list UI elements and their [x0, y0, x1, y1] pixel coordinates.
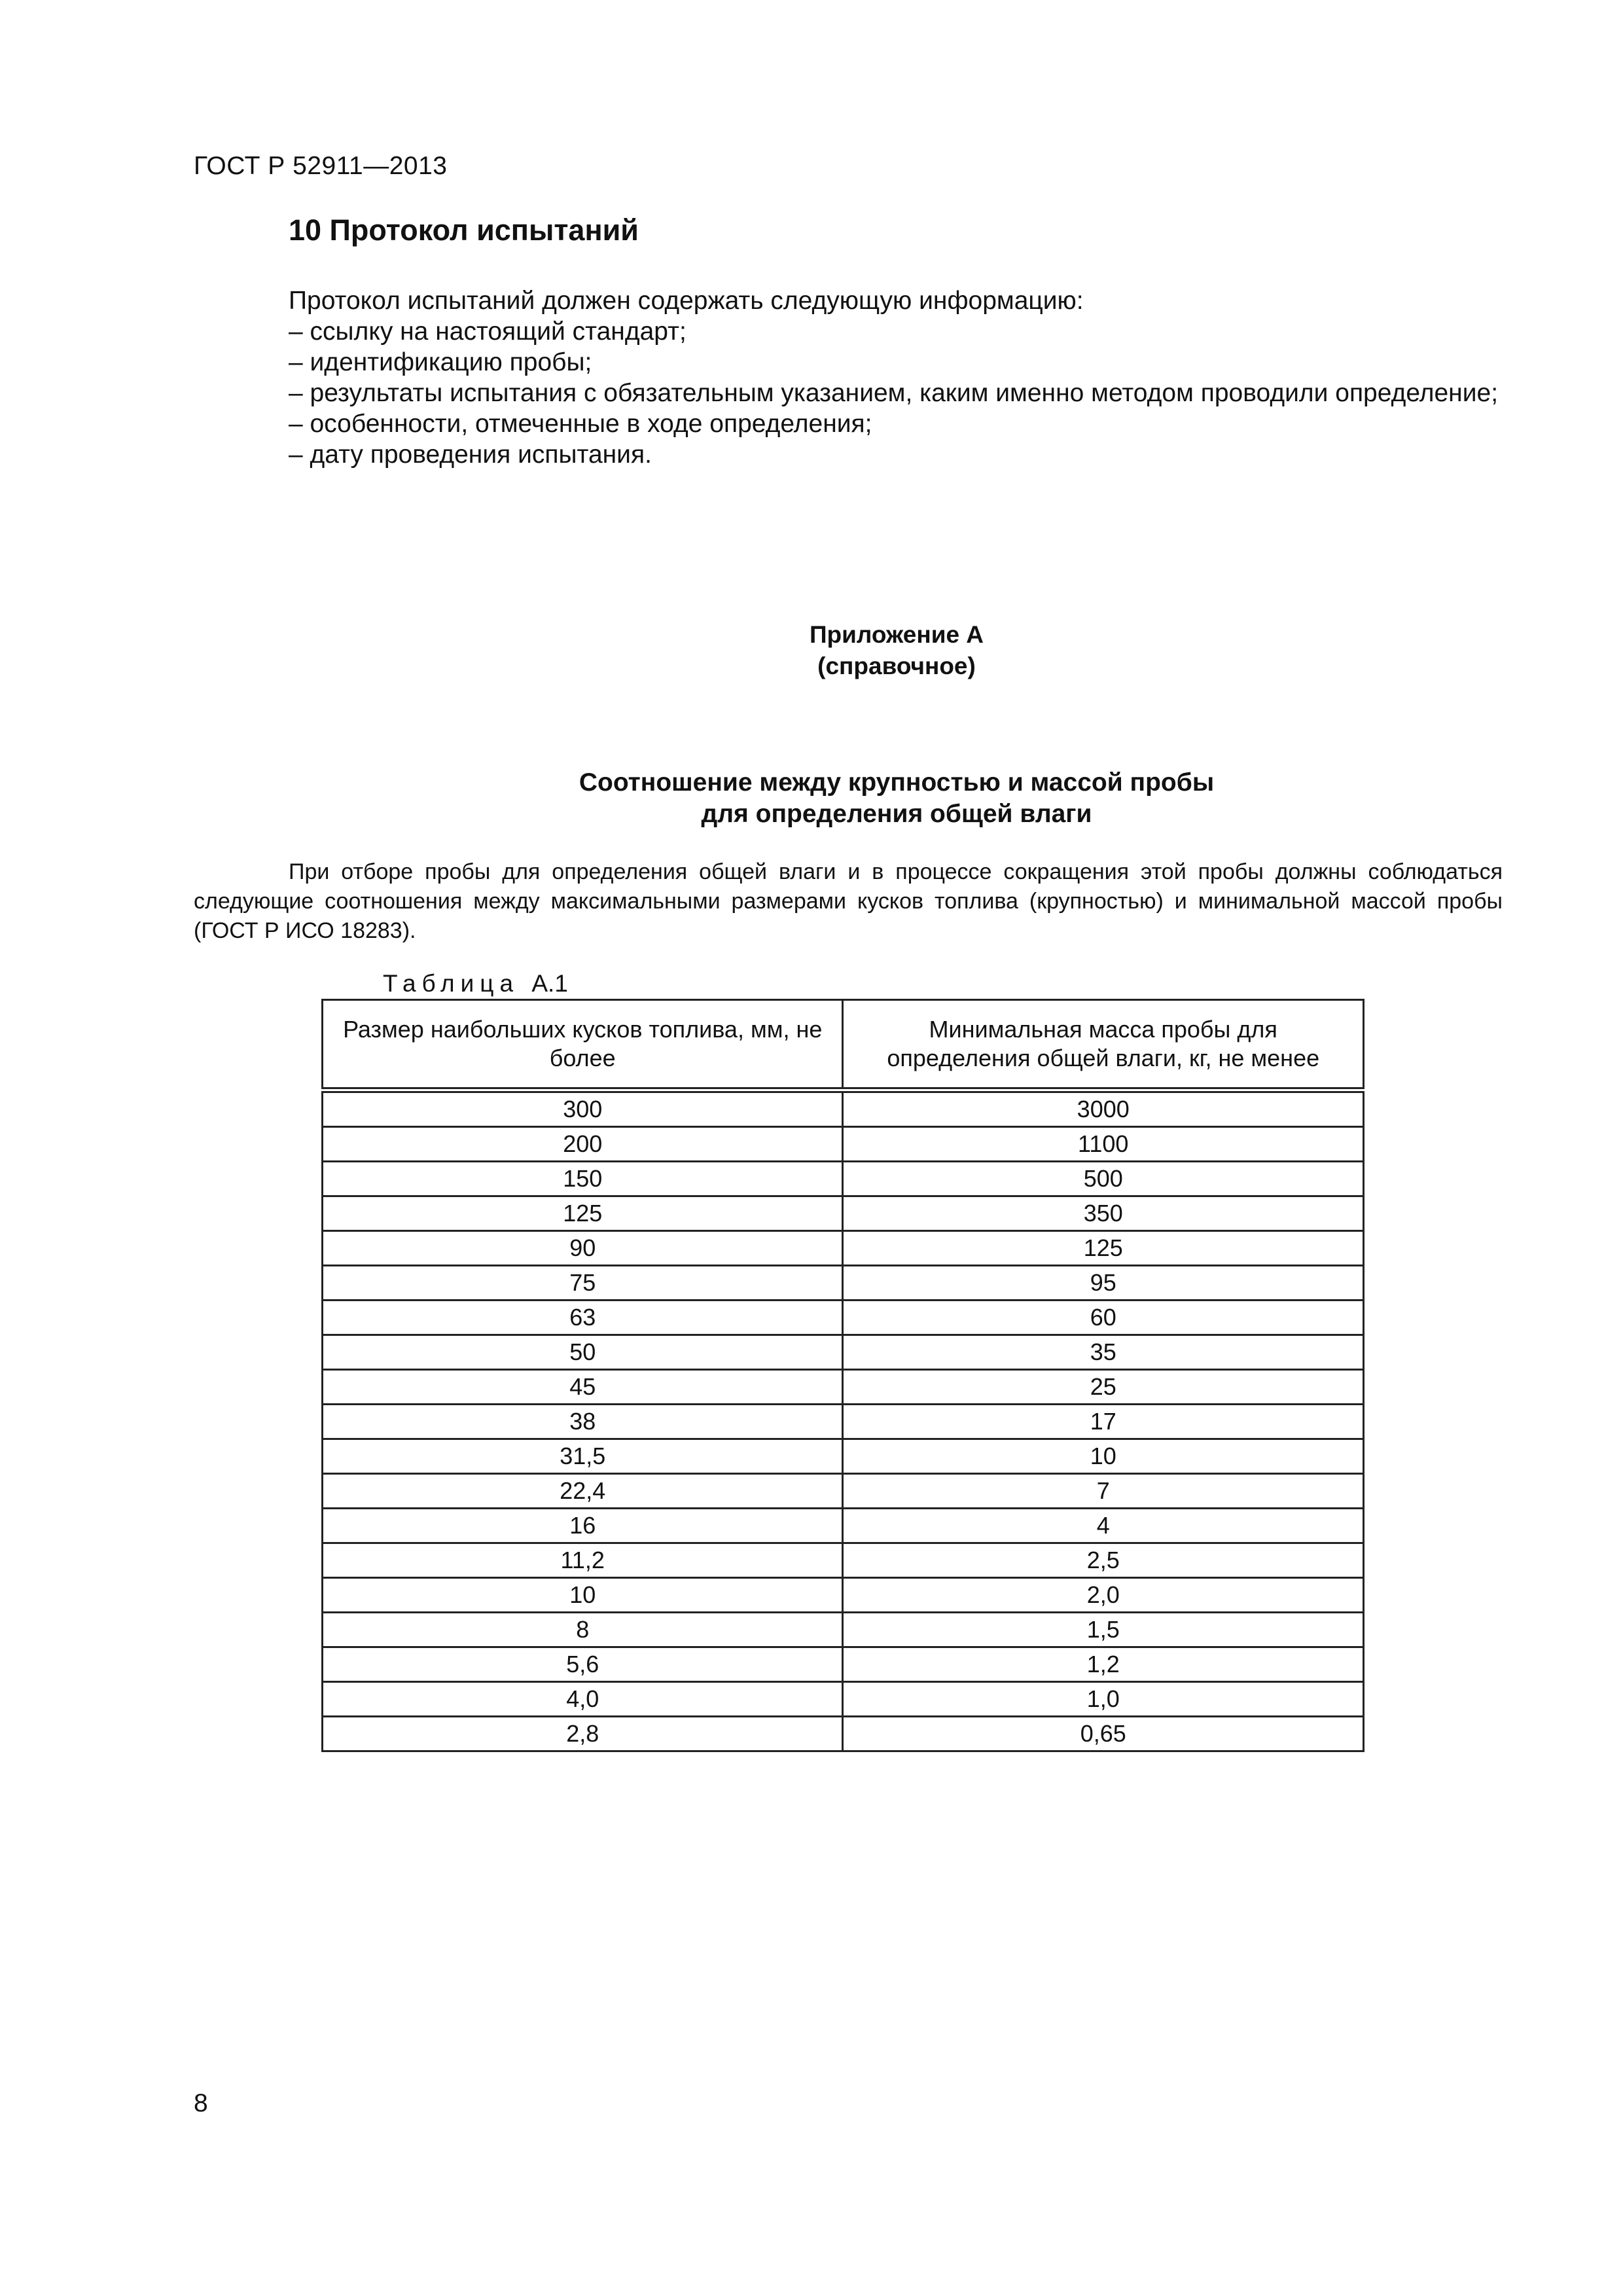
- section-body: [194, 285, 1503, 470]
- cell-mass: 3000: [843, 1090, 1364, 1127]
- cell-mass: 1,0: [843, 1682, 1364, 1717]
- appendix-body: [194, 857, 1503, 946]
- appendix-title-line: для определения общей влаги: [701, 800, 1092, 828]
- appendix-title: [0, 767, 1623, 830]
- table-row: [323, 1509, 1364, 1543]
- table-row: [323, 1090, 1364, 1127]
- cell-size: 38: [323, 1405, 843, 1439]
- document-header: ГОСТ Р 52911—2013: [194, 152, 448, 180]
- column-header-size: Размер наибольших кусков топлива, мм, не более: [323, 1000, 843, 1090]
- cell-size: 16: [323, 1509, 843, 1543]
- cell-size: 90: [323, 1231, 843, 1266]
- cell-size: 200: [323, 1127, 843, 1162]
- data-table: [321, 999, 1364, 1752]
- cell-mass: 60: [843, 1300, 1364, 1335]
- cell-mass: 10: [843, 1439, 1364, 1474]
- cell-size: 11,2: [323, 1543, 843, 1578]
- appendix-title-line: Соотношение между крупностью и массой пробы: [579, 768, 1215, 797]
- table-row: [323, 1405, 1364, 1439]
- cell-mass: 35: [843, 1335, 1364, 1370]
- list-item: – ссылку на настоящий стандарт;: [289, 317, 687, 346]
- table-row: [323, 1335, 1364, 1370]
- table-caption-number: А.1: [531, 970, 568, 997]
- table-header-row: [323, 1000, 1364, 1090]
- table-row: [323, 1647, 1364, 1682]
- list-item: – результаты испытания с обязательным указанием, каким именно методом проводили определение;: [289, 379, 1499, 407]
- table-body: [323, 1090, 1364, 1751]
- table-row: [323, 1127, 1364, 1162]
- table-row: [323, 1474, 1364, 1509]
- cell-size: 75: [323, 1266, 843, 1300]
- list-item: – особенности, отмеченные в ходе определения;: [289, 410, 872, 438]
- cell-mass: 500: [843, 1162, 1364, 1196]
- table-row: [323, 1613, 1364, 1647]
- cell-size: 45: [323, 1370, 843, 1405]
- cell-mass: 1100: [843, 1127, 1364, 1162]
- cell-size: 5,6: [323, 1647, 843, 1682]
- cell-size: 4,0: [323, 1682, 843, 1717]
- appendix-type: (справочное): [817, 653, 976, 679]
- cell-size: 8: [323, 1613, 843, 1647]
- cell-size: 2,8: [323, 1717, 843, 1751]
- cell-mass: 25: [843, 1370, 1364, 1405]
- cell-mass: 17: [843, 1405, 1364, 1439]
- cell-mass: 2,0: [843, 1578, 1364, 1613]
- appendix-label: Приложение А: [809, 621, 984, 648]
- table-row: [323, 1578, 1364, 1613]
- page-number: 8: [194, 2089, 208, 2117]
- cell-mass: 0,65: [843, 1717, 1364, 1751]
- cell-mass: 7: [843, 1474, 1364, 1509]
- table-row: [323, 1231, 1364, 1266]
- table-caption-word: Таблица: [383, 970, 520, 997]
- table-row: [323, 1266, 1364, 1300]
- cell-mass: 2,5: [843, 1543, 1364, 1578]
- cell-size: 300: [323, 1090, 843, 1127]
- cell-size: 22,4: [323, 1474, 843, 1509]
- table-row: [323, 1300, 1364, 1335]
- table-row: [323, 1196, 1364, 1231]
- table-row: [323, 1543, 1364, 1578]
- cell-size: 63: [323, 1300, 843, 1335]
- cell-mass: 125: [843, 1231, 1364, 1266]
- cell-size: 150: [323, 1162, 843, 1196]
- table-row: [323, 1717, 1364, 1751]
- cell-mass: 4: [843, 1509, 1364, 1543]
- cell-size: 31,5: [323, 1439, 843, 1474]
- cell-size: 125: [323, 1196, 843, 1231]
- table-row: [323, 1370, 1364, 1405]
- cell-mass: 1,5: [843, 1613, 1364, 1647]
- section-title: 10 Протокол испытаний: [289, 213, 639, 247]
- cell-size: 50: [323, 1335, 843, 1370]
- table-row: [323, 1439, 1364, 1474]
- appendix-paragraph: При отборе пробы для определения общей влаги и в процессе сокращения этой пробы должны соблюдаться следующие соотношения между максимальными размерами кусков топлива (крупностью) и минимальной массой пробы (ГОСТ Р ИСО 18283).: [194, 859, 1503, 943]
- list-item: – дату проведения испытания.: [289, 440, 652, 469]
- cell-size: 10: [323, 1578, 843, 1613]
- cell-mass: 1,2: [843, 1647, 1364, 1682]
- table-caption: [383, 970, 568, 997]
- list-item: – идентификацию пробы;: [289, 348, 592, 376]
- cell-mass: 350: [843, 1196, 1364, 1231]
- cell-mass: 95: [843, 1266, 1364, 1300]
- column-header-mass: Минимальная масса пробы для определения общей влаги, кг, не менее: [843, 1000, 1364, 1090]
- table-row: [323, 1162, 1364, 1196]
- section-intro: Протокол испытаний должен содержать следующую информацию:: [289, 287, 1084, 315]
- table-row: [323, 1682, 1364, 1717]
